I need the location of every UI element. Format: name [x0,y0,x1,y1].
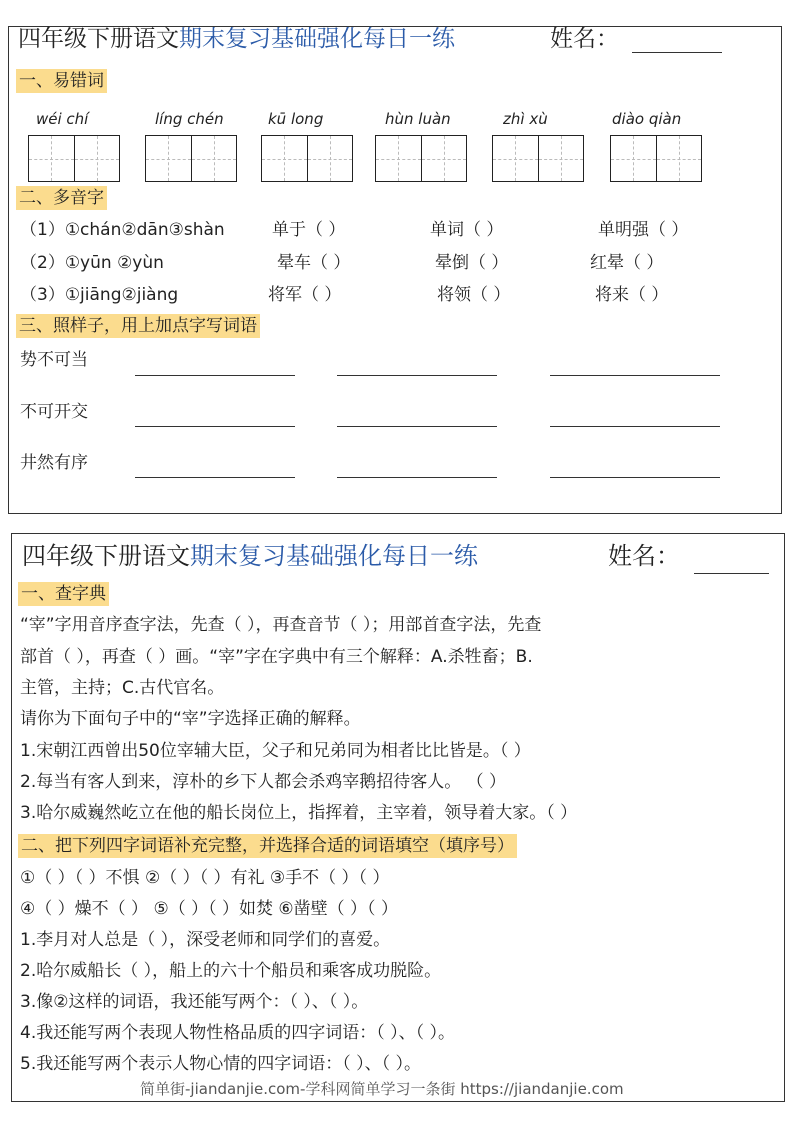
answer-line[interactable] [135,375,295,376]
poly-word: 将来（ ） [595,285,669,305]
text-line: 3.哈尔威巍然屹立在他的船长岗位上，指挥着，主宰着，领导着大家。（ ） [20,803,578,823]
text-line: 请你为下面句子中的“宰”字选择正确的解释。 [20,709,361,729]
poly-label: （2）①yūn ②yùn [20,253,164,273]
title-highlight: 期末复习基础强化每日一练 [179,26,455,52]
section-heading: 一、查字典 [18,582,109,606]
poly-label: （3）①jiāng②jiàng [20,285,179,305]
title-prefix: 四年级下册语文 [22,542,190,570]
text-line: 1.宋朝江西曾出50位宰辅大臣，父子和兄弟同为相者比比皆是。（ ） [20,741,531,761]
example-word: 势不可当 [20,350,88,370]
answer-line[interactable] [337,477,497,478]
text-line: 部首（ ），再查（ ）画。“宰”字在字典中有三个解释：A.杀牲畜；B. [20,647,533,667]
writing-grid[interactable] [145,135,237,182]
answer-line[interactable] [550,426,720,427]
poly-word: 将领（ ） [437,285,511,305]
writing-grid[interactable] [28,135,120,182]
pinyin: diào qiàn [612,110,682,128]
text-line: “宰”字用音序查字法，先查（ ），再查音节（ ）；用部首查字法，先查 [20,615,542,635]
answer-line[interactable] [135,477,295,478]
answer-line[interactable] [550,375,720,376]
worksheet-2-title [22,542,478,571]
title-highlight: 期末复习基础强化每日一练 [190,542,478,570]
section-heading: 二、把下列四字词语补充完整，并选择合适的词语填空（填序号） [18,834,517,858]
title-prefix: 四年级下册语文 [18,26,179,52]
poly-word: 单明强（ ） [598,220,689,240]
question: 5.我还能写两个表示人物心情的四字词语：（ ）、（ ）。 [20,1054,422,1074]
poly-word: 晕倒（ ） [435,253,509,273]
poly-word: 单词（ ） [430,220,504,240]
example-word: 井然有序 [20,453,88,473]
section-heading: 二、多音字 [16,186,107,210]
answer-line[interactable] [550,477,720,478]
writing-grid[interactable] [492,135,584,182]
watermark: 简单街-jiandanjie.com-学科网简单学习一条街 https://jiandanjie.com [140,1080,624,1098]
pinyin: líng chén [155,110,224,128]
name-input[interactable] [694,573,769,574]
example-word: 不可开交 [20,402,88,422]
writing-grid[interactable] [375,135,467,182]
worksheet-1-title [18,26,455,54]
poly-word: 红晕（ ） [590,253,664,273]
pinyin: wéi chí [36,110,89,128]
pinyin: zhì xù [503,110,548,128]
poly-label: （1）①chán②dān③shàn [20,220,225,240]
question: 3.像②这样的词语，我还能写两个：（ ）、（ ）。 [20,992,369,1012]
pinyin: hùn luàn [385,110,451,128]
section-heading: 三、照样子，用上加点字写词语 [16,314,260,338]
question: 4.我还能写两个表现人物性格品质的四字词语：（ ）、（ ）。 [20,1023,456,1043]
question: 2.哈尔威船长（ ），船上的六十个船员和乘客成功脱险。 [20,961,442,981]
text-line: 主管，主持；C.古代官名。 [20,678,225,698]
name-label: 姓名： [550,26,619,52]
writing-grid[interactable] [610,135,702,182]
answer-line[interactable] [337,375,497,376]
idiom-row: ①（ ）（ ）不惧 ②（ ）（ ）有礼 ③手不（ ）（ ） [20,868,390,888]
poly-word: 将军（ ） [268,285,342,305]
idiom-row: ④（ ）燥不（ ） ⑤（ ）（ ）如焚 ⑥凿壁（ ）（ ） [20,899,398,919]
section-heading: 一、易错词 [16,69,107,93]
name-label: 姓名： [608,542,680,570]
poly-word: 晕车（ ） [277,253,351,273]
answer-line[interactable] [337,426,497,427]
answer-line[interactable] [135,426,295,427]
name-input[interactable] [632,52,722,53]
pinyin: kū long [268,110,324,128]
poly-word: 单于（ ） [272,220,346,240]
writing-grid[interactable] [261,135,353,182]
text-line: 2.每当有客人到来，淳朴的乡下人都会杀鸡宰鹅招待客人。 （ ） [20,772,507,792]
question: 1.李月对人总是（ ），深受老师和同学们的喜爱。 [20,930,391,950]
